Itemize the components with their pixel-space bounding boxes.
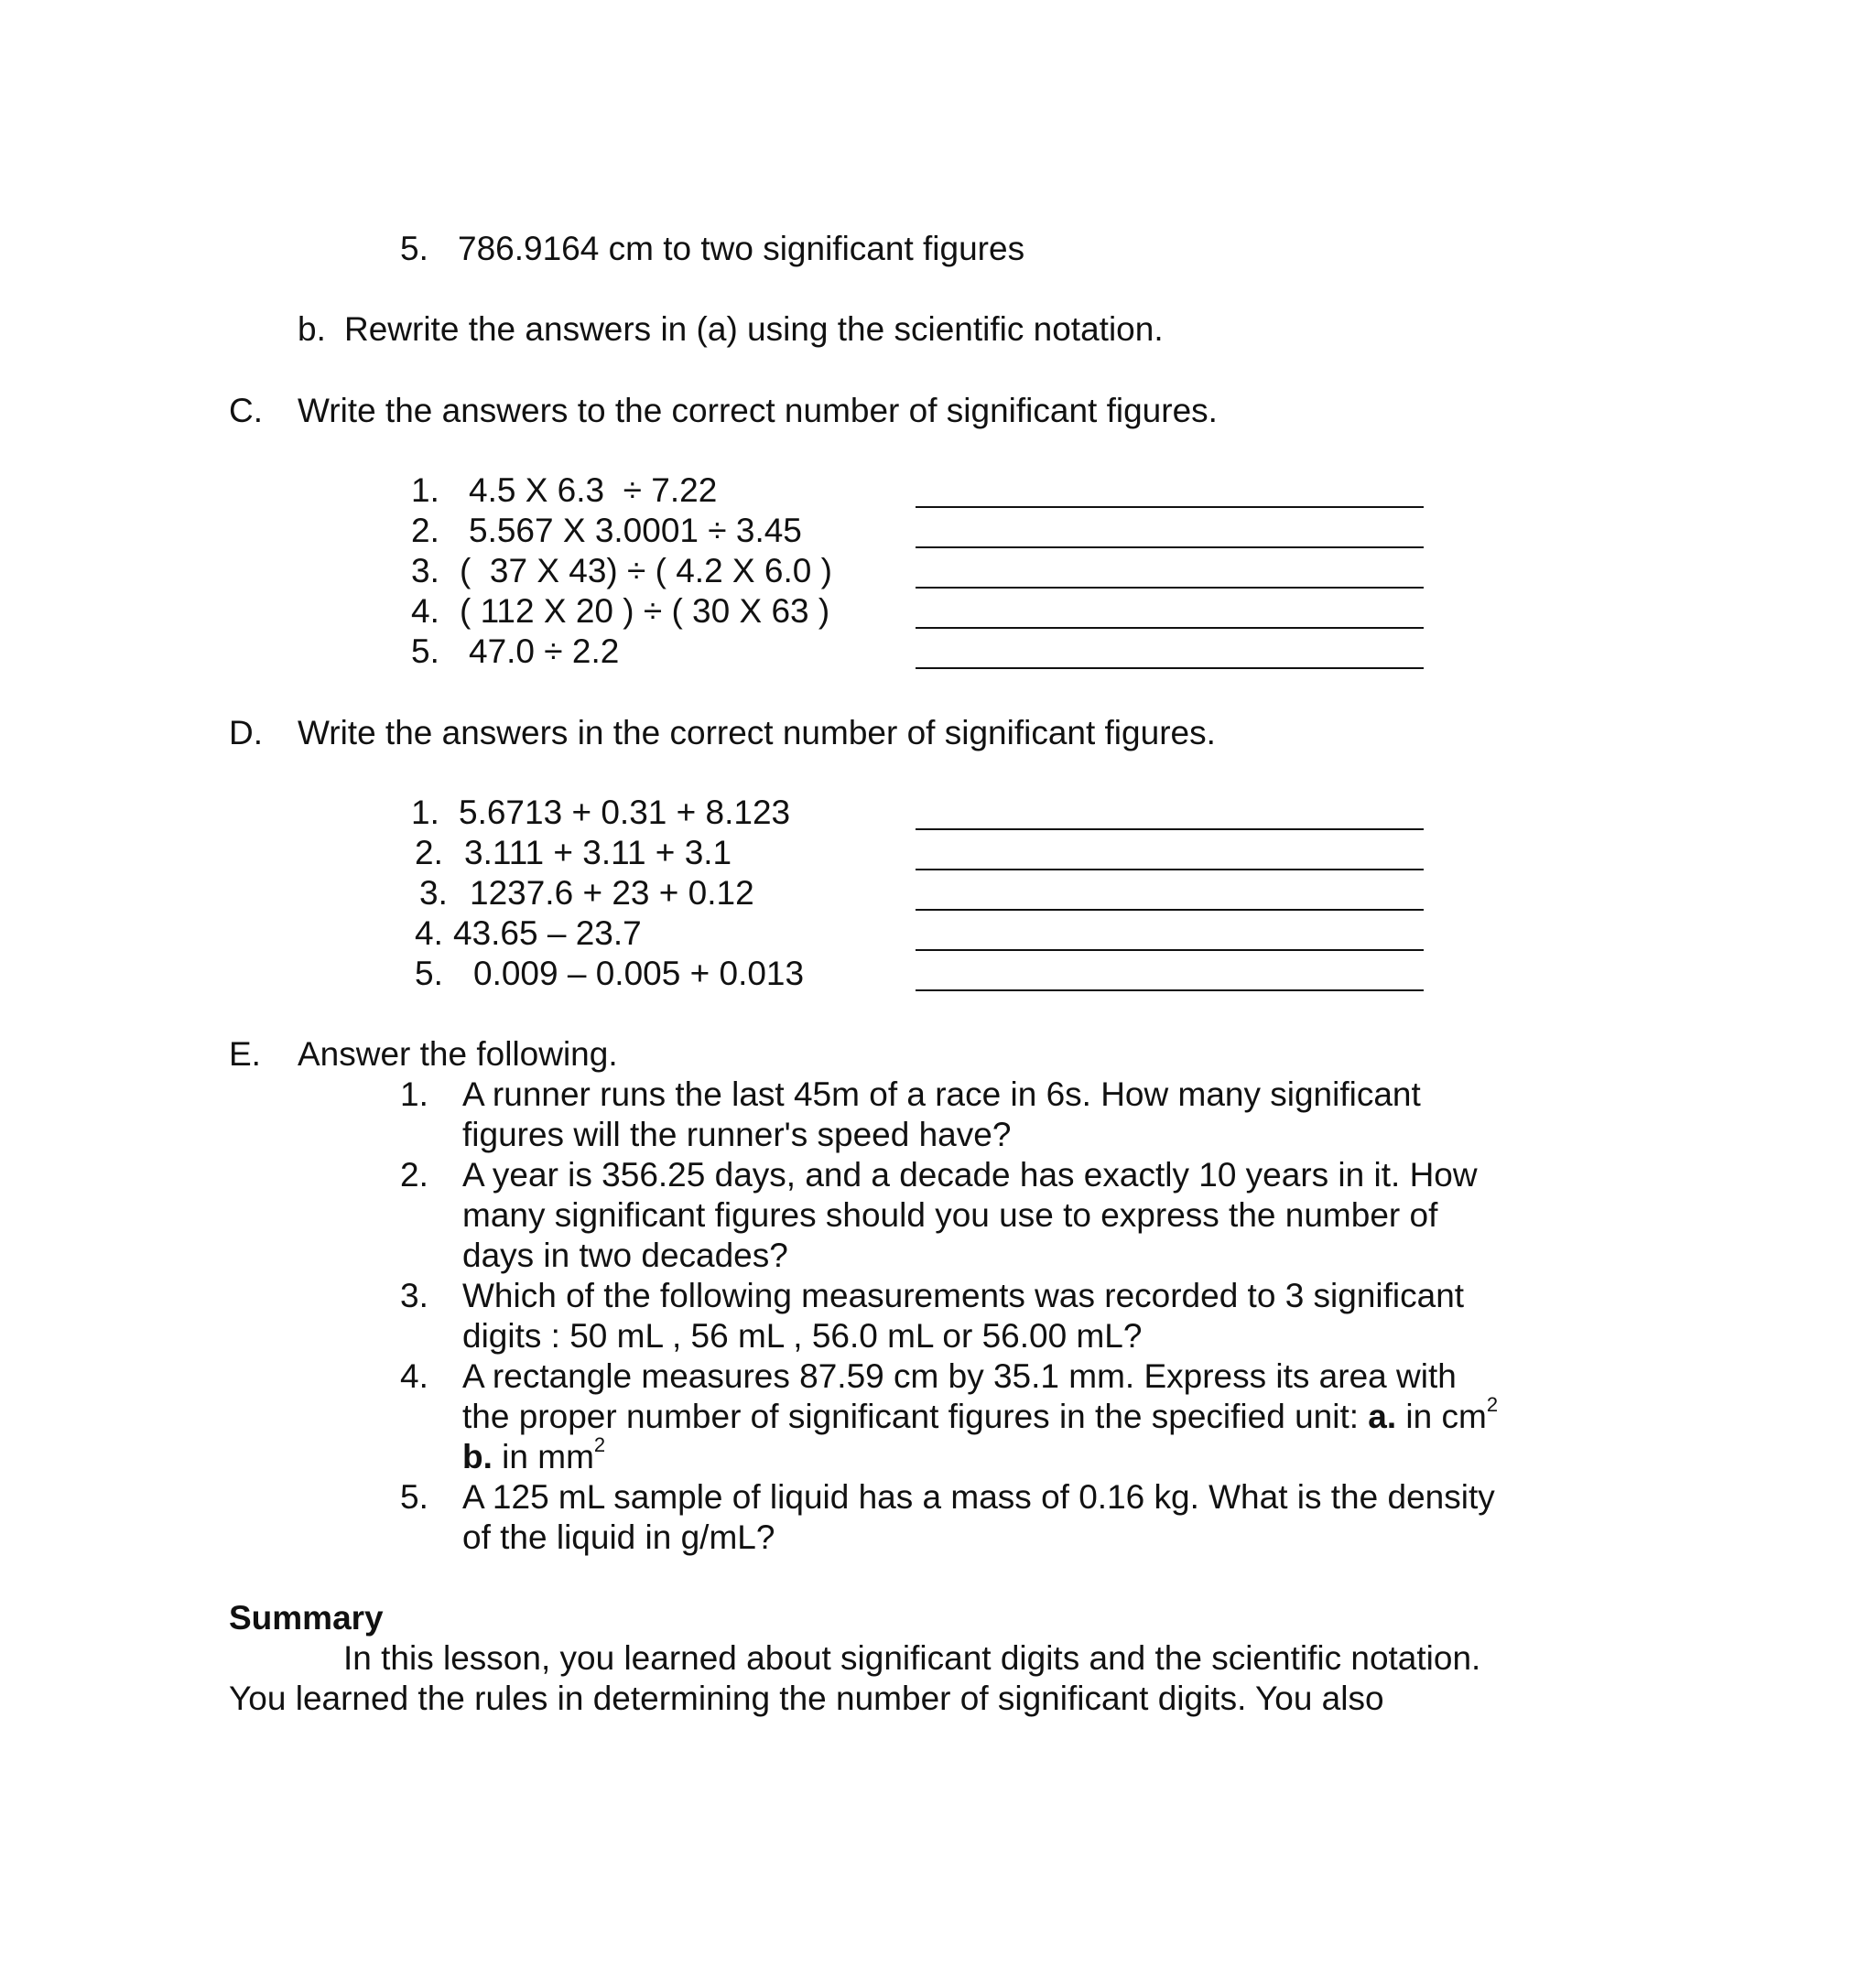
section-c-item-2-expression: 5.567 X 3.0001 ÷ 3.45: [469, 512, 802, 549]
section-d-answer-line-5: [916, 989, 1424, 991]
section-e-item-5-number: 5.: [400, 1478, 428, 1516]
section-c-item-5-number: 5.: [411, 632, 439, 670]
section-d-item-2-expression: 3.111 + 3.11 + 3.1: [464, 834, 732, 871]
part-a-unit-text: in cm: [1396, 1398, 1487, 1435]
section-c-item-2-number: 2.: [411, 512, 439, 549]
section-c-item-3-number: 3.: [411, 552, 439, 589]
section-e-item-3-number: 3.: [400, 1277, 428, 1314]
section-d-item-4-number: 4.: [415, 914, 443, 952]
section-c-answer-line-3: [916, 587, 1424, 589]
part-b-label: b.: [298, 310, 326, 348]
section-c-answer-line-2: [916, 546, 1424, 548]
section-e-item-1-number: 1.: [400, 1075, 428, 1113]
section-c-item-4-number: 4.: [411, 592, 439, 630]
section-d-answer-line-4: [916, 949, 1424, 951]
section-e-item-2-number: 2.: [400, 1156, 428, 1194]
part-a-item-5-text: 786.9164 cm to two significant figures: [458, 230, 1025, 267]
section-c-answer-line-4: [916, 627, 1424, 629]
section-e-item-1-line-2: figures will the runner's speed have?: [462, 1116, 1012, 1153]
section-e-item-4-line-3: [462, 1433, 606, 1477]
section-e-item-4-line-1: A rectangle measures 87.59 cm by 35.1 mm. Express its area with: [462, 1357, 1457, 1395]
part-b-unit-label: b.: [462, 1438, 493, 1475]
section-e-item-4-number: 4.: [400, 1357, 428, 1395]
section-c-item-1-expression: 4.5 X 6.3 ÷ 7.22: [469, 471, 718, 509]
section-e-label: E.: [229, 1035, 261, 1073]
section-e-item-5-line-1: A 125 mL sample of liquid has a mass of 0.16 kg. What is the density: [462, 1478, 1495, 1516]
section-d-item-2-number: 2.: [415, 834, 443, 871]
section-d-item-5-expression: 0.009 – 0.005 + 0.013: [473, 955, 805, 992]
section-e-item-2-line-3: days in two decades?: [462, 1237, 788, 1274]
section-c-item-1-number: 1.: [411, 471, 439, 509]
section-d-item-1-expression: 5.6713 + 0.31 + 8.123: [459, 794, 791, 831]
section-c-item-5-expression: 47.0 ÷ 2.2: [469, 632, 620, 670]
section-e-heading: Answer the following.: [298, 1035, 618, 1073]
section-d-heading: Write the answers in the correct number of significant figures.: [298, 714, 1216, 751]
section-d-item-1-number: 1.: [411, 794, 439, 831]
section-d-item-3-expression: 1237.6 + 23 + 0.12: [470, 874, 754, 912]
section-c-item-4-expression: ( 112 X 20 ) ÷ ( 30 X 63 ): [460, 592, 830, 630]
section-d-item-5-number: 5.: [415, 955, 443, 992]
section-d-answer-line-3: [916, 909, 1424, 911]
section-d-label: D.: [229, 714, 263, 751]
part-a-unit-label: a.: [1368, 1398, 1397, 1435]
section-e-item-5-line-2: of the liquid in g/mL?: [462, 1518, 775, 1556]
section-e-item-2-line-1: A year is 356.25 days, and a decade has exactly 10 years in it. How: [462, 1156, 1478, 1194]
cm-squared-superscript: 2: [1486, 1393, 1499, 1416]
summary-line-1: In this lesson, you learned about significant digits and the scientific notation.: [343, 1639, 1481, 1677]
section-e-item-3-line-2: digits : 50 mL , 56 mL , 56.0 mL or 56.00 mL?: [462, 1317, 1143, 1355]
section-c-heading: Write the answers to the correct number of significant figures.: [298, 392, 1218, 429]
section-c-item-3-expression: ( 37 X 43) ÷ ( 4.2 X 6.0 ): [460, 552, 832, 589]
section-d-answer-line-2: [916, 869, 1424, 870]
section-e-item-3-line-1: Which of the following measurements was recorded to 3 significant: [462, 1277, 1465, 1314]
part-b-instruction: Rewrite the answers in (a) using the scientific notation.: [344, 310, 1164, 348]
part-b-unit-text: in mm: [492, 1438, 594, 1475]
section-c-answer-line-5: [916, 667, 1424, 669]
section-e-item-2-line-2: many significant figures should you use to express the number of: [462, 1196, 1438, 1234]
summary-line-2: You learned the rules in determining the number of significant digits. You also: [229, 1680, 1384, 1717]
section-d-item-3-number: 3.: [419, 874, 448, 912]
section-e-item-4-line-2: [462, 1393, 1499, 1437]
mm-squared-superscript: 2: [593, 1433, 606, 1456]
section-c-label: C.: [229, 392, 263, 429]
section-e-item-4-line-2-text: the proper number of significant figures in the specified unit:: [462, 1398, 1369, 1435]
section-c-answer-line-1: [916, 506, 1424, 508]
part-a-item-5-number: 5.: [400, 230, 428, 267]
section-d-item-4-expression: 43.65 – 23.7: [453, 914, 642, 952]
summary-title: Summary: [229, 1599, 384, 1637]
section-d-answer-line-1: [916, 828, 1424, 830]
section-e-item-1-line-1: A runner runs the last 45m of a race in 6s. How many significant: [462, 1075, 1421, 1113]
